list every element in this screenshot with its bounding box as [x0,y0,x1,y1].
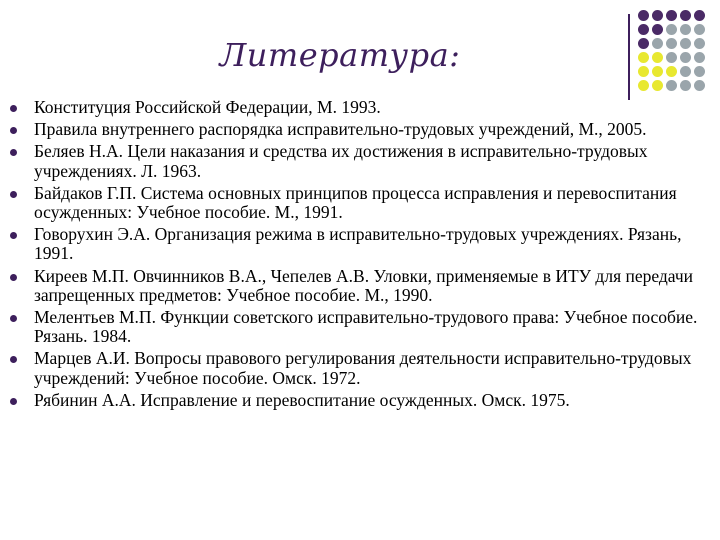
decor-dot [694,66,705,77]
decor-dot [680,66,691,77]
decor-dot [638,38,649,49]
reference-item [0,391,720,410]
decor-dot [680,10,691,21]
decor-dot [652,52,663,63]
bullet-icon [10,191,17,198]
decor-dot [680,38,691,49]
decor-dot [680,52,691,63]
reference-text: Говорухин Э.А. Организация режима в исправительно-трудовых учреждениях. Рязань, 1991. [34,224,682,264]
decor-dot [638,10,649,21]
bullet-icon [10,149,17,156]
decor-dot [694,52,705,63]
decor-dot [694,38,705,49]
decor-dot [638,52,649,63]
decor-dot [652,24,663,35]
decor-dot [652,10,663,21]
reference-text: Правила внутреннего распорядка исправительно-трудовых учреждений, М., 2005. [34,119,647,140]
reference-item [0,120,720,139]
reference-text: Киреев М.П. Овчинников В.А., Чепелев А.В. Уловки, применяемые в ИТУ для передачи запрещенных предметов: Учебное пособие. М., 1990. [34,265,694,305]
reference-item [0,225,720,263]
decor-dot [694,24,705,35]
bullet-icon [10,232,17,239]
reference-text: Рябинин А.А. Исправление и перевоспитание осужденных. Омск. 1975. [34,389,570,410]
decor-dot [680,80,691,91]
reference-text: Байдаков Г.П. Система основных принципов процесса исправления и перевоспитания осужденных: Учебное пособие. М., 1991. [34,182,677,223]
reference-item [0,308,720,346]
slide-title: Литература: [219,36,461,74]
reference-text: Беляев Н.А. Цели наказания и средства их достижения в исправительно-трудовых учреждениях. Л. 1963. [34,141,648,181]
decor-dot [666,66,677,77]
decor-dot [666,24,677,35]
reference-item [0,184,720,222]
decor-dot [652,66,663,77]
reference-text: Мелентьев М.П. Функции советского исправительно-трудового права: Учебное пособие. Рязань. 1984. [34,307,698,347]
bullet-icon [10,356,17,363]
decor-dot [652,80,663,91]
decor-dot [666,80,677,91]
decor-vertical-line [628,14,630,100]
decor-dot-grid [638,10,714,90]
decor-dot [638,66,649,77]
reference-item [0,349,720,387]
bullet-icon [10,315,17,322]
reference-text: Конституция Российской Федерации, М. 1993. [34,97,381,117]
reference-text: Марцев А.И. Вопросы правового регулирования деятельности исправительно-трудовых учреждений: Учебное пособие. Омск. 1972. [34,348,692,388]
decor-dot [694,80,705,91]
reference-item [0,142,720,180]
reference-item [0,267,720,305]
decor-dot [666,52,677,63]
decor-dot [638,24,649,35]
decor-dot [652,38,663,49]
reference-item [0,98,720,117]
decor-dot [694,10,705,21]
reference-list [0,98,720,413]
decor-dot [666,38,677,49]
bullet-icon [10,105,17,112]
decor-dot [666,10,677,21]
decor-dot [638,80,649,91]
bullet-icon [10,127,17,134]
decor-dot [680,24,691,35]
bullet-icon [10,398,17,405]
bullet-icon [10,274,17,281]
